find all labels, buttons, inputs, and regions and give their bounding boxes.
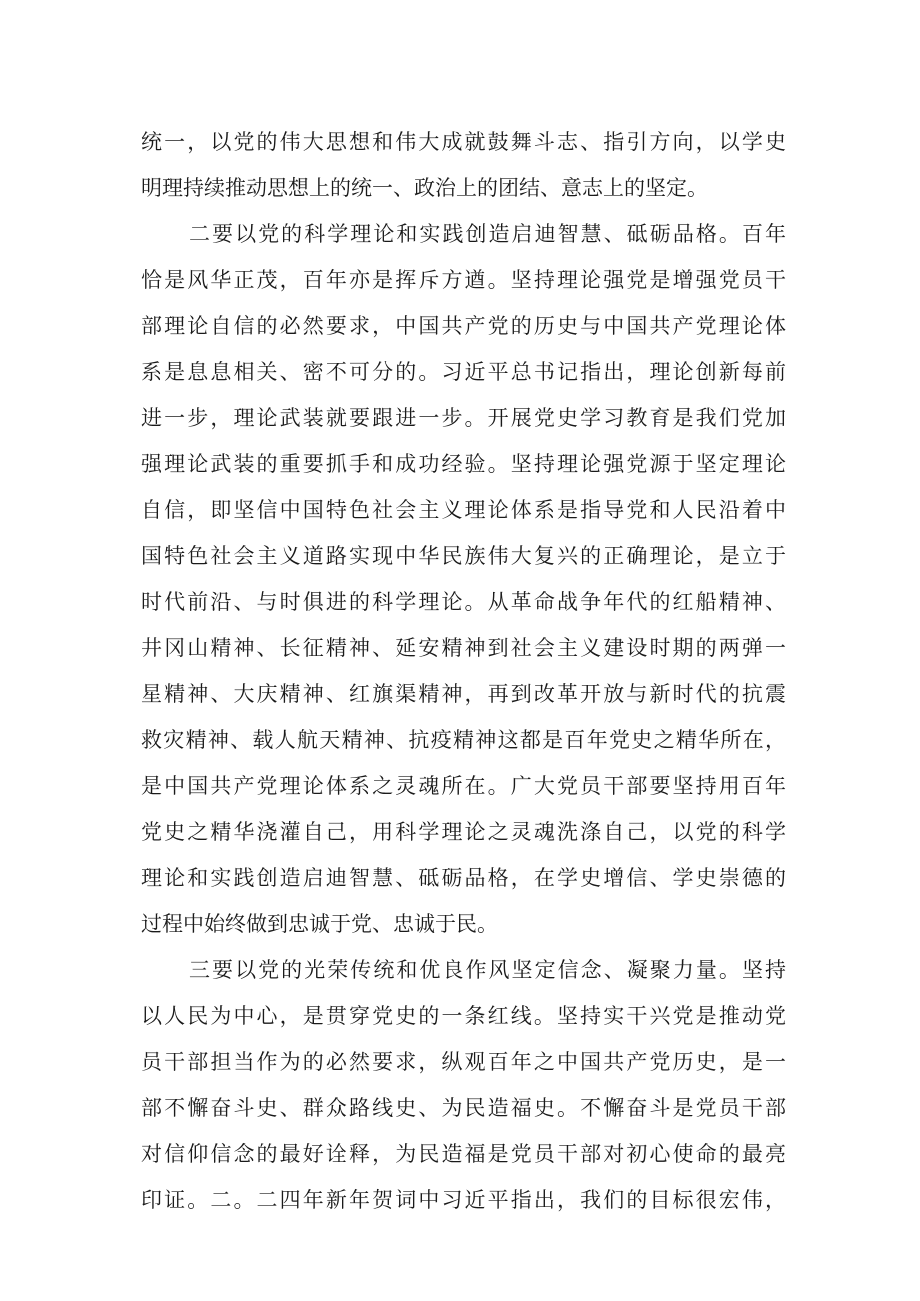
text-line: 恰是风华正茂，百年亦是挥斥方遒。坚持理论强党是增强党员干	[141, 268, 786, 292]
text-line: 统一，以党的伟大思想和伟大成就鼓舞斗志、指引方向，以学史	[141, 130, 786, 154]
text-line: 党史之精华浇灌自己，用科学理论之灵魂洗涤自己，以党的科学	[141, 820, 786, 844]
text-line: 员干部担当作为的必然要求，纵观百年之中国共产党历史，是一	[141, 1050, 786, 1074]
text-line: 救灾精神、载人航天精神、抗疫精神这都是百年党史之精华所在，	[141, 728, 786, 752]
text-line: 明理持续推动思想上的统一、政治上的团结、意志上的坚定。	[141, 176, 708, 200]
paragraph-first-line: 二要以党的科学理论和实践创造启迪智慧、砥砺品格。百年	[189, 222, 786, 246]
text-line: 进一步，理论武装就要跟进一步。开展党史学习教育是我们党加	[141, 406, 786, 430]
text-line: 印证。二。二四年新年贺词中习近平指出，我们的目标很宏伟，	[141, 1188, 786, 1212]
text-line: 过程中始终做到忠诚于党、忠诚于民。	[141, 912, 498, 936]
text-line: 是中国共产党理论体系之灵魂所在。广大党员干部要坚持用百年	[141, 774, 786, 798]
paragraph-first-line: 三要以党的光荣传统和优良作风坚定信念、凝聚力量。坚持	[189, 958, 786, 982]
text-line: 理论和实践创造启迪智慧、砥砺品格，在学史增信、学史崇德的	[141, 866, 786, 890]
text-line: 国特色社会主义道路实现中华民族伟大复兴的正确理论，是立于	[141, 544, 786, 568]
text-line: 以人民为中心，是贯穿党史的一条红线。坚持实干兴党是推动党	[141, 1004, 786, 1028]
text-line: 部不懈奋斗史、群众路线史、为民造福史。不懈奋斗是党员干部	[141, 1096, 786, 1120]
text-line: 时代前沿、与时俱进的科学理论。从革命战争年代的红船精神、	[141, 590, 786, 614]
text-line: 系是息息相关、密不可分的。习近平总书记指出，理论创新每前	[141, 360, 786, 384]
text-line: 强理论武装的重要抓手和成功经验。坚持理论强党源于坚定理论	[141, 452, 786, 476]
text-line: 井冈山精神、长征精神、延安精神到社会主义建设时期的两弹一	[141, 636, 786, 660]
text-line: 部理论自信的必然要求，中国共产党的历史与中国共产党理论体	[141, 314, 786, 338]
text-line: 星精神、大庆精神、红旗渠精神，再到改革开放与新时代的抗震	[141, 682, 786, 706]
text-line: 对信仰信念的最好诠释，为民造福是党员干部对初心使命的最亮	[141, 1142, 786, 1166]
text-line: 自信，即坚信中国特色社会主义理论体系是指导党和人民沿着中	[141, 498, 786, 522]
